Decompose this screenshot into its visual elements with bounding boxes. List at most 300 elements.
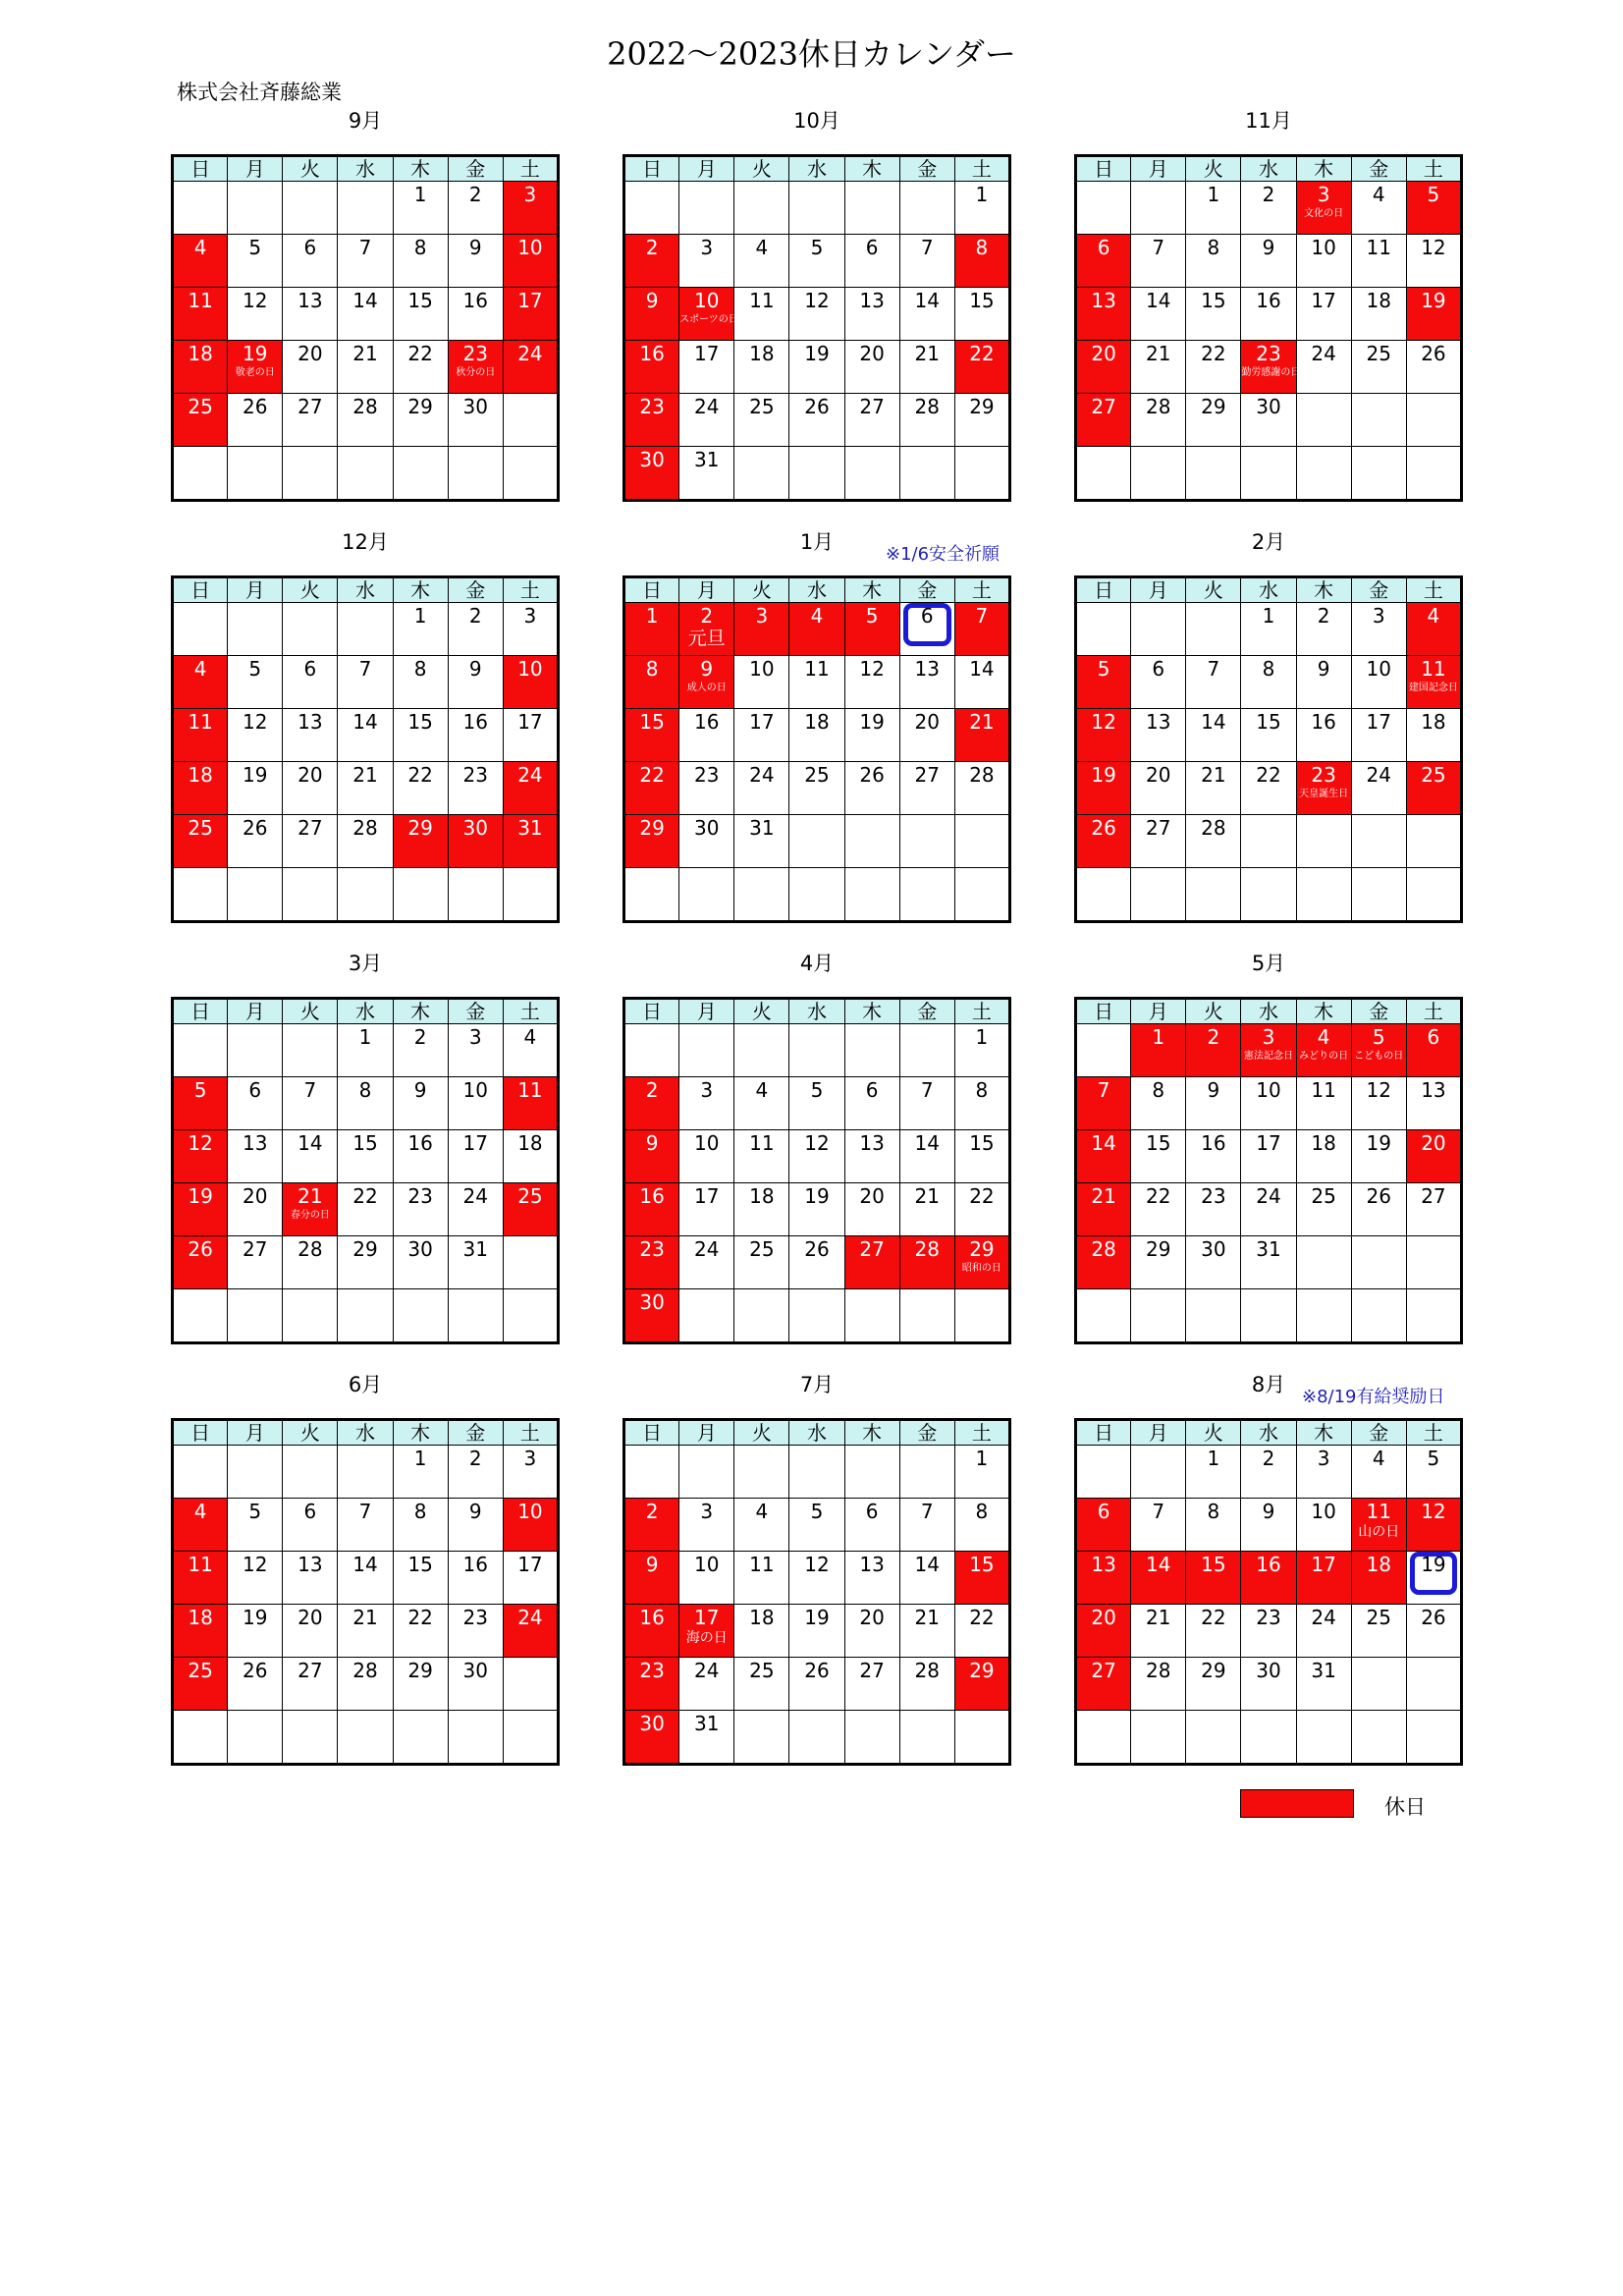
day-cell xyxy=(1406,1077,1461,1130)
day-cell xyxy=(1296,1077,1351,1130)
day-number: 11 xyxy=(804,657,830,681)
day-cell xyxy=(1186,1130,1241,1183)
day-cell xyxy=(228,762,283,815)
day-cell xyxy=(1241,341,1301,394)
weekday-header: 金 xyxy=(448,577,503,603)
day-cell xyxy=(899,288,954,341)
day-cell xyxy=(228,1605,283,1658)
day-cell xyxy=(844,341,899,394)
day-number: 27 xyxy=(1091,1659,1116,1682)
day-number: 26 xyxy=(1421,342,1446,365)
day-number: 21 xyxy=(1145,1606,1171,1629)
month-note: ※8/19有給奨励日 xyxy=(1302,1387,1445,1407)
day-number: 12 xyxy=(1421,1500,1446,1523)
day-number: 18 xyxy=(749,1184,775,1208)
day-number: 22 xyxy=(969,1606,995,1629)
day-cell xyxy=(173,394,228,447)
day-number: 19 xyxy=(242,1606,268,1629)
month-calendar xyxy=(171,109,560,502)
weekday-header: 土 xyxy=(1406,577,1461,603)
day-number: 21 xyxy=(1145,342,1171,365)
day-cell xyxy=(503,1446,558,1499)
day-cell xyxy=(679,1130,734,1183)
day-cell xyxy=(173,656,228,709)
day-cell xyxy=(283,603,338,656)
day-cell xyxy=(228,1446,283,1499)
day-cell xyxy=(173,762,228,815)
day-cell xyxy=(393,815,448,868)
day-cell xyxy=(1406,394,1461,447)
day-number: 22 xyxy=(1145,1184,1171,1208)
weekday-header: 月 xyxy=(679,156,734,182)
day-cell xyxy=(338,1289,393,1343)
day-cell xyxy=(393,235,448,288)
month-table xyxy=(1074,154,1463,502)
day-number: 14 xyxy=(298,1131,323,1155)
day-cell xyxy=(1241,1711,1296,1765)
day-number: 29 xyxy=(407,816,433,840)
day-cell xyxy=(679,1289,734,1343)
day-cell xyxy=(393,762,448,815)
day-cell xyxy=(1241,1552,1296,1605)
day-cell xyxy=(283,1605,338,1658)
day-cell xyxy=(899,868,954,922)
day-cell xyxy=(789,1236,844,1289)
day-cell xyxy=(503,868,558,922)
day-number: 7 xyxy=(1097,1078,1110,1102)
day-cell xyxy=(1351,1605,1406,1658)
day-cell xyxy=(1351,1236,1406,1289)
day-cell xyxy=(393,1130,448,1183)
day-number: 21 xyxy=(1201,763,1226,787)
day-cell xyxy=(393,1446,448,1499)
month-table xyxy=(1074,997,1463,1344)
day-number: 17 xyxy=(693,1184,720,1208)
day-cell xyxy=(283,1236,338,1289)
day-cell xyxy=(1241,1130,1296,1183)
day-cell xyxy=(283,394,338,447)
day-cell xyxy=(624,1499,679,1552)
day-number: 21 xyxy=(1091,1184,1116,1208)
day-number: 19 xyxy=(242,342,268,365)
day-cell xyxy=(1241,603,1296,656)
day-number: 7 xyxy=(358,236,372,259)
day-number: 23 xyxy=(462,342,488,365)
day-number: 27 xyxy=(298,816,323,840)
day-number: 18 xyxy=(188,763,213,787)
day-cell xyxy=(734,709,789,762)
day-number: 26 xyxy=(804,1659,830,1682)
day-number: 11 xyxy=(188,289,213,312)
day-cell xyxy=(844,182,899,235)
day-number: 13 xyxy=(859,1553,885,1576)
day-cell xyxy=(954,815,1009,868)
day-number: 13 xyxy=(1091,289,1116,312)
day-number: 22 xyxy=(1201,1606,1226,1629)
month-calendar xyxy=(1074,1373,1463,1766)
day-cell xyxy=(173,603,228,656)
day-number: 20 xyxy=(298,763,323,787)
day-number: 20 xyxy=(298,342,323,365)
day-cell xyxy=(1076,868,1131,922)
day-number: 31 xyxy=(749,816,775,840)
day-number: 6 xyxy=(303,657,317,681)
day-cell xyxy=(448,1024,503,1077)
day-number: 2 xyxy=(468,1447,482,1470)
day-number: 2 xyxy=(700,604,714,628)
day-cell xyxy=(954,868,1009,922)
day-cell xyxy=(283,656,338,709)
month-label: 10月 xyxy=(793,109,840,133)
day-number: 28 xyxy=(352,1659,378,1682)
day-number: 17 xyxy=(1311,1553,1336,1576)
day-cell xyxy=(283,1711,338,1765)
day-number: 6 xyxy=(303,1500,317,1523)
day-cell xyxy=(338,1024,393,1077)
day-cell xyxy=(1076,1289,1131,1343)
day-number: 4 xyxy=(193,236,207,259)
day-cell xyxy=(338,603,393,656)
day-number: 6 xyxy=(248,1078,262,1102)
day-number: 29 xyxy=(639,816,665,840)
day-number: 28 xyxy=(914,395,940,418)
day-number: 10 xyxy=(1311,1500,1336,1523)
day-cell xyxy=(624,1077,679,1130)
month-label: 2月 xyxy=(1251,530,1286,554)
day-number: 24 xyxy=(749,763,775,787)
day-number: 29 xyxy=(407,1659,433,1682)
day-cell xyxy=(393,288,448,341)
day-cell xyxy=(503,762,558,815)
day-cell xyxy=(844,1024,899,1077)
day-cell xyxy=(338,1236,393,1289)
day-cell xyxy=(1351,762,1406,815)
day-cell xyxy=(899,394,954,447)
day-number: 10 xyxy=(517,1500,543,1523)
day-cell xyxy=(503,1499,558,1552)
day-cell xyxy=(899,1605,954,1658)
day-cell xyxy=(624,288,679,341)
day-number: 7 xyxy=(358,1500,372,1523)
day-cell xyxy=(1296,182,1351,235)
day-cell xyxy=(954,394,1009,447)
weekday-header: 水 xyxy=(789,156,844,182)
day-cell xyxy=(448,1130,503,1183)
weekday-header: 日 xyxy=(624,999,679,1024)
day-cell xyxy=(1131,182,1186,235)
day-cell xyxy=(338,762,393,815)
day-cell xyxy=(679,288,738,341)
day-cell xyxy=(1076,394,1131,447)
day-number: 23 xyxy=(462,763,488,787)
day-cell xyxy=(679,1499,734,1552)
day-number: 18 xyxy=(804,710,830,734)
day-cell xyxy=(899,1552,954,1605)
day-number: 9 xyxy=(468,657,482,681)
day-number: 5 xyxy=(193,1078,207,1102)
day-number: 3 xyxy=(1372,604,1385,628)
day-cell xyxy=(1186,1236,1241,1289)
holiday-name: 成人の日 xyxy=(686,683,727,693)
day-cell xyxy=(283,1289,338,1343)
day-cell xyxy=(228,1711,283,1765)
weekday-header: 木 xyxy=(1296,1420,1351,1446)
day-number: 5 xyxy=(810,1500,824,1523)
day-number: 27 xyxy=(859,395,885,418)
day-cell xyxy=(1131,656,1186,709)
day-cell xyxy=(899,603,954,656)
day-cell xyxy=(393,1236,448,1289)
day-cell xyxy=(899,1183,954,1236)
day-number: 24 xyxy=(1311,342,1336,365)
day-cell xyxy=(1186,1499,1241,1552)
day-number: 15 xyxy=(1145,1131,1171,1155)
day-number: 8 xyxy=(975,1500,989,1523)
day-cell xyxy=(503,447,558,501)
day-number: 19 xyxy=(859,710,885,734)
day-cell xyxy=(1351,603,1406,656)
day-number: 15 xyxy=(407,1553,433,1576)
day-cell xyxy=(393,1711,448,1765)
day-number: 31 xyxy=(1311,1659,1336,1682)
day-cell xyxy=(338,815,393,868)
weekday-header: 水 xyxy=(789,1420,844,1446)
day-cell xyxy=(228,1183,283,1236)
day-cell xyxy=(338,1183,393,1236)
day-number: 4 xyxy=(755,236,769,259)
day-cell xyxy=(679,1024,734,1077)
day-number: 16 xyxy=(1256,289,1281,312)
day-cell xyxy=(1076,815,1131,868)
day-number: 3 xyxy=(1317,1447,1330,1470)
day-number: 17 xyxy=(517,1553,543,1576)
holiday-name: 天皇誕生日 xyxy=(1299,789,1349,799)
day-cell xyxy=(283,235,338,288)
day-cell xyxy=(624,235,679,288)
day-cell xyxy=(954,1236,1009,1289)
day-cell xyxy=(283,1024,338,1077)
holiday-name: 海の日 xyxy=(685,1630,728,1646)
day-cell xyxy=(844,1552,899,1605)
day-number: 28 xyxy=(1091,1237,1116,1261)
holiday-name: 山の日 xyxy=(1358,1524,1400,1540)
weekday-header: 水 xyxy=(338,577,393,603)
day-cell xyxy=(844,1711,899,1765)
day-number: 16 xyxy=(1311,710,1336,734)
day-number: 7 xyxy=(303,1078,317,1102)
day-number: 15 xyxy=(639,710,665,734)
day-cell xyxy=(1186,1658,1241,1711)
day-number: 11 xyxy=(749,1131,775,1155)
day-number: 11 xyxy=(188,710,213,734)
day-cell xyxy=(844,1130,899,1183)
day-number: 10 xyxy=(517,657,543,681)
day-number: 30 xyxy=(1256,395,1281,418)
day-number: 17 xyxy=(749,710,775,734)
day-cell xyxy=(1241,1446,1296,1499)
day-cell xyxy=(338,709,393,762)
day-cell xyxy=(1186,1552,1241,1605)
day-cell xyxy=(844,288,899,341)
weekday-header: 金 xyxy=(899,577,954,603)
day-number: 27 xyxy=(298,395,323,418)
day-number: 5 xyxy=(1372,1025,1385,1049)
day-number: 24 xyxy=(1256,1184,1281,1208)
day-cell xyxy=(283,815,338,868)
day-cell xyxy=(228,1024,283,1077)
day-number: 20 xyxy=(1091,342,1116,365)
day-number: 20 xyxy=(298,1606,323,1629)
day-number: 26 xyxy=(242,816,268,840)
day-number: 21 xyxy=(352,1606,378,1629)
holiday-name: 勤労感謝の日 xyxy=(1241,367,1301,378)
day-cell xyxy=(173,1289,228,1343)
day-number: 27 xyxy=(298,1659,323,1682)
weekday-header: 月 xyxy=(1131,156,1186,182)
day-cell xyxy=(1351,394,1406,447)
day-cell xyxy=(1406,1183,1461,1236)
day-number: 16 xyxy=(1201,1131,1226,1155)
day-number: 1 xyxy=(1207,1447,1220,1470)
day-cell xyxy=(734,394,789,447)
day-cell xyxy=(734,1077,789,1130)
weekday-header: 金 xyxy=(1351,999,1406,1024)
day-cell xyxy=(448,394,503,447)
day-cell xyxy=(448,868,503,922)
day-cell xyxy=(1406,1289,1461,1343)
month-table xyxy=(171,154,560,502)
day-cell xyxy=(1076,1130,1131,1183)
day-cell xyxy=(173,235,228,288)
day-number: 2 xyxy=(468,183,482,206)
weekday-header: 金 xyxy=(448,156,503,182)
day-cell xyxy=(1076,1605,1131,1658)
day-cell xyxy=(1406,656,1461,709)
day-cell xyxy=(789,1605,844,1658)
day-number: 29 xyxy=(1145,1237,1171,1261)
day-cell xyxy=(734,341,789,394)
day-cell xyxy=(734,235,789,288)
day-number: 14 xyxy=(1201,710,1226,734)
day-cell xyxy=(899,447,954,501)
weekday-header: 火 xyxy=(734,156,789,182)
day-cell xyxy=(624,656,679,709)
weekday-header: 日 xyxy=(173,999,228,1024)
day-number: 9 xyxy=(700,657,714,681)
day-cell xyxy=(503,1605,558,1658)
day-cell xyxy=(1296,868,1351,922)
day-number: 13 xyxy=(242,1131,268,1155)
day-cell xyxy=(503,1289,558,1343)
weekday-header: 月 xyxy=(679,999,734,1024)
day-cell xyxy=(1241,1658,1296,1711)
day-number: 9 xyxy=(413,1078,427,1102)
day-cell xyxy=(1351,1130,1406,1183)
day-cell xyxy=(679,182,734,235)
weekday-header: 金 xyxy=(899,1420,954,1446)
day-cell xyxy=(228,341,283,394)
day-cell xyxy=(624,709,679,762)
day-number: 23 xyxy=(639,1659,665,1682)
day-cell xyxy=(283,1077,338,1130)
day-number: 29 xyxy=(1201,395,1226,418)
holiday-name: 建国記念日 xyxy=(1408,683,1458,693)
day-cell xyxy=(338,1499,393,1552)
day-number: 15 xyxy=(1256,710,1281,734)
day-number: 13 xyxy=(1091,1553,1116,1576)
day-number: 24 xyxy=(462,1184,488,1208)
day-cell xyxy=(448,709,503,762)
day-cell xyxy=(503,1183,558,1236)
day-cell xyxy=(1186,1077,1241,1130)
day-cell xyxy=(734,1024,789,1077)
day-number: 10 xyxy=(693,1131,720,1155)
weekday-header: 土 xyxy=(954,156,1009,182)
weekday-header: 月 xyxy=(228,577,283,603)
weekday-header: 月 xyxy=(1131,577,1186,603)
day-cell xyxy=(1406,709,1461,762)
month-calendar xyxy=(171,952,560,1344)
company-name: 株式会社斉藤総業 xyxy=(177,81,342,104)
day-number: 11 xyxy=(188,1553,213,1576)
day-cell xyxy=(1186,603,1241,656)
weekday-header: 火 xyxy=(1186,999,1241,1024)
day-cell xyxy=(448,1077,503,1130)
day-cell xyxy=(844,1499,899,1552)
day-cell xyxy=(789,394,844,447)
day-number: 8 xyxy=(975,1078,989,1102)
day-cell xyxy=(1406,447,1461,501)
day-cell xyxy=(1296,341,1351,394)
day-cell xyxy=(1406,762,1461,815)
day-number: 27 xyxy=(242,1237,268,1261)
day-cell xyxy=(283,1183,338,1236)
month-table xyxy=(622,154,1011,502)
day-number: 3 xyxy=(523,1447,537,1470)
holiday-name: 敬老の日 xyxy=(235,367,275,378)
day-cell xyxy=(448,1711,503,1765)
day-cell xyxy=(734,1183,789,1236)
day-number: 25 xyxy=(188,816,213,840)
day-cell xyxy=(899,1289,954,1343)
day-number: 10 xyxy=(1311,236,1336,259)
day-number: 18 xyxy=(1311,1131,1336,1155)
day-number: 30 xyxy=(462,816,488,840)
weekday-header: 火 xyxy=(734,999,789,1024)
day-number: 7 xyxy=(1152,236,1165,259)
day-number: 21 xyxy=(352,763,378,787)
day-cell xyxy=(283,1130,338,1183)
day-number: 24 xyxy=(1366,763,1391,787)
day-number: 28 xyxy=(298,1237,323,1261)
day-cell xyxy=(1351,1446,1406,1499)
day-number: 23 xyxy=(1256,342,1281,365)
day-number: 20 xyxy=(242,1184,268,1208)
day-number: 29 xyxy=(969,395,995,418)
day-number: 14 xyxy=(1091,1131,1116,1155)
weekday-header: 水 xyxy=(1241,156,1296,182)
day-cell xyxy=(679,1077,734,1130)
day-number: 17 xyxy=(517,289,543,312)
day-cell xyxy=(1241,1605,1296,1658)
day-number: 9 xyxy=(1262,1500,1275,1523)
day-cell xyxy=(283,341,338,394)
day-number: 23 xyxy=(1201,1184,1226,1208)
day-cell xyxy=(1076,1499,1131,1552)
day-number: 25 xyxy=(188,395,213,418)
day-cell xyxy=(734,1658,789,1711)
weekday-header: 木 xyxy=(393,577,448,603)
